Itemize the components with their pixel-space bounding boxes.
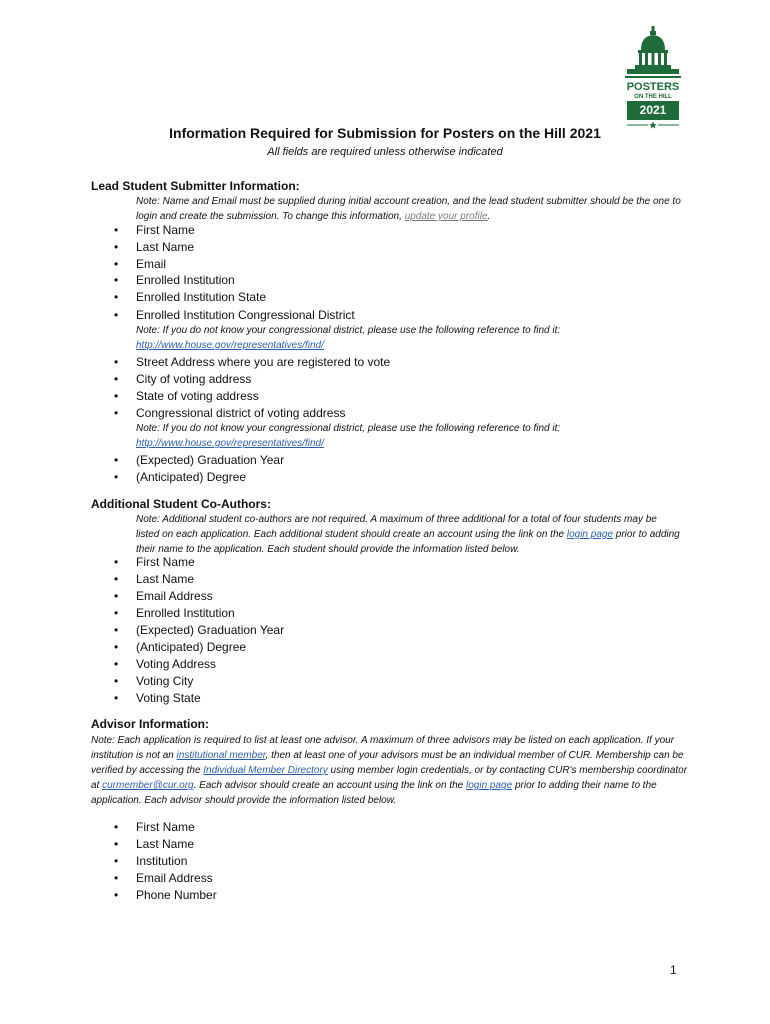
list-item: Last Name bbox=[136, 240, 195, 254]
list-item: Street Address where you are registered to vote bbox=[136, 355, 391, 369]
list-item: Institution bbox=[136, 854, 188, 868]
bullet: • bbox=[114, 854, 119, 868]
coauthors-note: Note: Additional student co-authors are not required. A maximum of three additional for a total of four students may be listed on each application. Each additional student should create an account using the link on the login page prior to adding their name to the application. Each student should provide the information listed below. bbox=[136, 514, 680, 555]
lead-student-note: Note: Name and Email must be supplied during initial account creation, and the lead student submitter should be the one to login and create the submission. To change this information, update your profile. bbox=[136, 196, 681, 222]
list-item: Email Address bbox=[136, 871, 213, 885]
bullet: • bbox=[114, 257, 119, 271]
list-item: Voting Address bbox=[136, 657, 217, 671]
list-item: Enrolled Institution State bbox=[136, 290, 267, 304]
bullet: • bbox=[114, 453, 119, 467]
bullet: • bbox=[114, 657, 119, 671]
list-item: Email Address bbox=[136, 589, 213, 603]
list-item: Last Name bbox=[136, 572, 195, 586]
bullet: • bbox=[114, 674, 119, 688]
bullet: • bbox=[114, 240, 119, 254]
login-page-link[interactable]: login page bbox=[566, 529, 614, 540]
page-number: 1 bbox=[670, 963, 677, 977]
update-profile-link[interactable]: update your profile bbox=[404, 211, 488, 222]
list-item: First Name bbox=[136, 555, 195, 569]
list-item: City of voting address bbox=[136, 372, 252, 386]
list-item: Phone Number bbox=[136, 888, 217, 902]
logo-line-2: ON THE HILL bbox=[634, 94, 672, 100]
list-item: Last Name bbox=[136, 837, 195, 851]
bullet: • bbox=[114, 355, 119, 369]
institutional-member-link[interactable]: institutional member bbox=[176, 750, 266, 761]
bullet: • bbox=[114, 640, 119, 654]
lead-student-heading: Lead Student Submitter Information: bbox=[91, 179, 300, 193]
bullet: • bbox=[114, 372, 119, 386]
capitol-dome-icon bbox=[621, 26, 685, 82]
list-item: Voting State bbox=[136, 691, 201, 705]
logo-year: 2021 bbox=[627, 101, 679, 120]
posters-on-the-hill-logo bbox=[621, 26, 685, 130]
bullet: • bbox=[114, 837, 119, 851]
advisor-login-page-link[interactable]: login page bbox=[466, 780, 513, 791]
list-item: (Expected) Graduation Year bbox=[136, 453, 285, 467]
bullet: • bbox=[114, 572, 119, 586]
list-item: Enrolled Institution bbox=[136, 273, 235, 287]
advisor-heading: Advisor Information: bbox=[91, 717, 210, 731]
bullet: • bbox=[114, 406, 119, 420]
house-find-link-2[interactable]: http://www.house.gov/representatives/find/ bbox=[136, 438, 324, 449]
list-item: First Name bbox=[136, 820, 195, 834]
district-note-2: Note: If you do not know your congressional district, please use the following reference to find it: http://www.house.gov/representatives/find/ bbox=[136, 423, 561, 449]
logo-line-1: POSTERS bbox=[626, 81, 680, 93]
document-title: Information Required for Submission for Posters on the Hill 2021 bbox=[169, 125, 601, 141]
bullet: • bbox=[114, 290, 119, 304]
list-item: State of voting address bbox=[136, 389, 259, 403]
curmember-email-link[interactable]: curmember@cur.org bbox=[102, 780, 194, 791]
list-item: Enrolled Institution Congressional District bbox=[136, 308, 355, 322]
list-item: Congressional district of voting address bbox=[136, 406, 346, 420]
bullet: • bbox=[114, 888, 119, 902]
bullet: • bbox=[114, 623, 119, 637]
district-note: Note: If you do not know your congressional district, please use the following reference to find it: http://www.house.gov/representatives/find/ bbox=[136, 325, 561, 351]
list-item: Enrolled Institution bbox=[136, 606, 235, 620]
bullet: • bbox=[114, 273, 119, 287]
list-item: (Anticipated) Degree bbox=[136, 470, 247, 484]
bullet: • bbox=[114, 308, 119, 322]
list-item: (Expected) Graduation Year bbox=[136, 623, 285, 637]
bullet: • bbox=[114, 691, 119, 705]
bullet: • bbox=[114, 470, 119, 484]
bullet: • bbox=[114, 606, 119, 620]
bullet: • bbox=[114, 871, 119, 885]
individual-member-directory-link[interactable]: Individual Member Directory bbox=[203, 765, 328, 776]
advisor-note: Note: Each application is required to list at least one advisor. A maximum of three advisors may be listed on each application. If your institution is not an institutional member, then at least one of your advisors must be an individual member of CUR. Membership can be verified by accessing the Individual Member Directory using member login credentials, or by contacting CUR's membership coordinator at curmember@cur.org. Each advisor should create an account using the link on the login page prior to adding their name to the application. Each advisor should provide the information listed below. bbox=[91, 735, 688, 806]
list-item: First Name bbox=[136, 223, 195, 237]
coauthors-heading: Additional Student Co-Authors: bbox=[91, 497, 271, 511]
bullet: • bbox=[114, 555, 119, 569]
list-item: (Anticipated) Degree bbox=[136, 640, 247, 654]
document-subtitle: All fields are required unless otherwise indicated bbox=[267, 146, 503, 158]
bullet: • bbox=[114, 389, 119, 403]
house-find-link[interactable]: http://www.house.gov/representatives/find/ bbox=[136, 340, 324, 351]
bullet: • bbox=[114, 589, 119, 603]
list-item: Email bbox=[136, 257, 167, 271]
bullet: • bbox=[114, 223, 119, 237]
list-item: Voting City bbox=[136, 674, 194, 688]
bullet: • bbox=[114, 820, 119, 834]
